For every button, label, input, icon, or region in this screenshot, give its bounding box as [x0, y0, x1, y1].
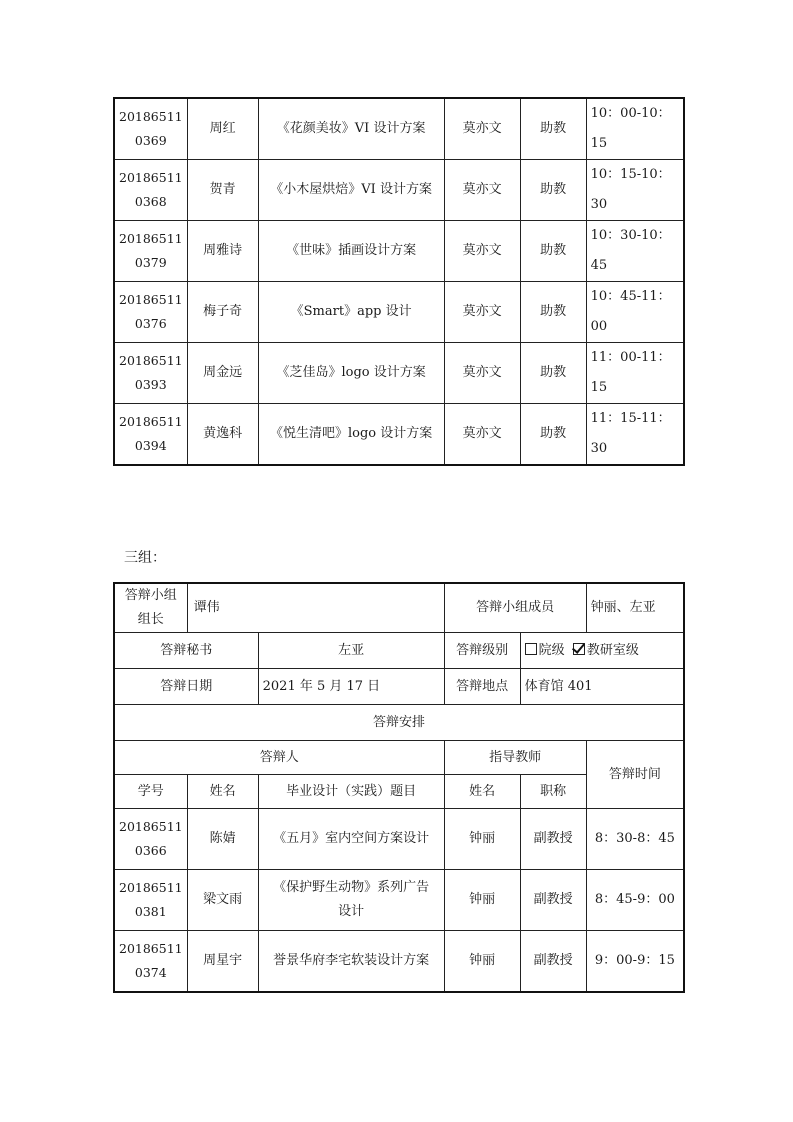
advisor-name: 莫亦文 [444, 282, 520, 343]
leader-value: 谭伟 [193, 600, 220, 615]
student-id-line-2: 0368 [134, 194, 167, 209]
student-id-line-2: 0374 [134, 965, 167, 980]
student-id-line-1: 20186511 [119, 170, 183, 185]
advisor-title: 助教 [520, 343, 586, 404]
group3-defense-table [113, 582, 685, 993]
defense-time-line-2: 45 [590, 258, 608, 273]
advisor-name: 钟丽 [444, 931, 520, 993]
members-value: 钟丽、左亚 [586, 583, 684, 633]
arrangement-label: 答辩安排 [114, 705, 684, 741]
advisor-title: 副教授 [520, 931, 586, 993]
defense-time-line-2: 30 [590, 197, 608, 212]
student-id-line-2: 0379 [134, 255, 167, 270]
thesis-topic: 《世味》插画设计方案 [258, 221, 444, 282]
col-teacher-name-header: 姓名 [444, 775, 520, 809]
advisor-name: 莫亦文 [444, 404, 520, 466]
thesis-topic: 《保护野生动物》系列广告设计 [258, 870, 444, 931]
advisor-name: 莫亦文 [444, 221, 520, 282]
student-id [114, 282, 187, 343]
defense-time [586, 282, 684, 343]
place-value: 体育馆 401 [520, 669, 684, 705]
defense-time [586, 160, 684, 221]
secretary-value: 左亚 [258, 633, 444, 669]
members-label: 答辩小组成员 [444, 583, 586, 633]
col-id-header: 学号 [114, 775, 187, 809]
student-name: 贺青 [187, 160, 258, 221]
defense-time: 9：00-9：15 [586, 931, 684, 993]
level-label: 答辩级别 [444, 633, 520, 669]
student-id [114, 221, 187, 282]
table-row [114, 343, 684, 404]
advisor-name: 莫亦文 [444, 98, 520, 160]
student-id [114, 870, 187, 931]
table-row [114, 931, 684, 993]
defense-time-line-2: 15 [590, 380, 608, 395]
student-id [114, 931, 187, 993]
defense-time [586, 343, 684, 404]
student-id [114, 809, 187, 870]
student-id-line-2: 0394 [134, 438, 167, 453]
student-id [114, 404, 187, 466]
student-id-line-2: 0376 [134, 316, 167, 331]
table-row [114, 160, 684, 221]
student-name: 陈婧 [187, 809, 258, 870]
student-id-line-1: 20186511 [119, 880, 183, 895]
checkbox-checked-icon[interactable] [573, 643, 585, 655]
student-id-line-2: 0369 [134, 133, 167, 148]
defense-time-line-1: 10：45-11： [590, 289, 671, 304]
thesis-topic: 《芝佳岛》logo 设计方案 [258, 343, 444, 404]
level-option-2: 教研室级 [586, 642, 639, 658]
student-name: 梁文雨 [187, 870, 258, 931]
student-id-line-1: 20186511 [119, 353, 183, 368]
student-id [114, 343, 187, 404]
col-topic-header: 毕业设计（实践）题目 [258, 775, 444, 809]
leader-label: 答辩小组组长 [114, 583, 187, 633]
level-option-1: 院级 [538, 642, 565, 658]
defense-time-line-1: 10：00-10： [590, 106, 671, 121]
advisor-title: 助教 [520, 160, 586, 221]
date-value: 2021 年 5 月 17 日 [258, 669, 444, 705]
table-row [114, 809, 684, 870]
student-name: 周雅诗 [187, 221, 258, 282]
defense-time-line-2: 00 [590, 319, 608, 334]
advisor-title: 助教 [520, 98, 586, 160]
defense-time-line-2: 30 [590, 441, 608, 456]
col-teacher-title-header: 职称 [520, 775, 586, 809]
defense-time [586, 221, 684, 282]
section-heading: 三组： [124, 550, 166, 566]
advisor-name: 钟丽 [444, 809, 520, 870]
defense-time-line-1: 11：15-11： [590, 411, 671, 426]
defense-time: 8：30-8：45 [586, 809, 684, 870]
thesis-topic: 《悦生清吧》logo 设计方案 [258, 404, 444, 466]
defense-time: 8：45-9：00 [586, 870, 684, 931]
table-row [114, 282, 684, 343]
student-name: 周金远 [187, 343, 258, 404]
table-row [114, 98, 684, 160]
checkbox-empty-icon[interactable] [525, 643, 537, 655]
student-name: 周红 [187, 98, 258, 160]
student-id-line-2: 0381 [134, 904, 167, 919]
table-row [114, 221, 684, 282]
student-id-line-2: 0366 [134, 843, 167, 858]
place-label: 答辩地点 [444, 669, 520, 705]
defense-time-line-2: 15 [590, 136, 608, 151]
student-id-line-1: 20186511 [119, 819, 183, 834]
advisor-name: 莫亦文 [444, 160, 520, 221]
advisor-title: 副教授 [520, 809, 586, 870]
student-name: 周星宇 [187, 931, 258, 993]
advisor-title: 助教 [520, 221, 586, 282]
thesis-topic: 《Smart》app 设计 [258, 282, 444, 343]
student-id [114, 160, 187, 221]
table-row [114, 404, 684, 466]
defense-time [586, 404, 684, 466]
thesis-topic: 誉景华府李宅软装设计方案 [258, 931, 444, 993]
student-id [114, 98, 187, 160]
time-label: 答辩时间 [586, 741, 684, 809]
defense-time-line-1: 10：30-10： [590, 228, 671, 243]
advisor-title: 助教 [520, 282, 586, 343]
col-name-header: 姓名 [187, 775, 258, 809]
advisor-name: 莫亦文 [444, 343, 520, 404]
student-id-line-1: 20186511 [119, 231, 183, 246]
student-id-line-1: 20186511 [119, 109, 183, 124]
defender-label: 答辩人 [114, 741, 444, 775]
thesis-topic: 《小木屋烘焙》VI 设计方案 [258, 160, 444, 221]
student-id-line-1: 20186511 [119, 414, 183, 429]
table-row [114, 870, 684, 931]
advisor-name: 钟丽 [444, 870, 520, 931]
student-name: 黄逸科 [187, 404, 258, 466]
leader-value-cell [187, 583, 444, 633]
thesis-topic: 《花颜美妆》VI 设计方案 [258, 98, 444, 160]
defense-time [586, 98, 684, 160]
defense-time-line-1: 10：15-10： [590, 167, 671, 182]
student-id-line-2: 0393 [134, 377, 167, 392]
advisor-title: 助教 [520, 404, 586, 466]
defense-schedule-table-continued [113, 97, 685, 466]
date-label: 答辩日期 [114, 669, 258, 705]
advisor-label: 指导教师 [444, 741, 586, 775]
thesis-topic: 《五月》室内空间方案设计 [258, 809, 444, 870]
defense-time-line-1: 11：00-11： [590, 350, 671, 365]
student-id-line-1: 20186511 [119, 292, 183, 307]
student-id-line-1: 20186511 [119, 941, 183, 956]
advisor-title: 副教授 [520, 870, 586, 931]
student-name: 梅子奇 [187, 282, 258, 343]
secretary-label: 答辩秘书 [114, 633, 258, 669]
level-options [520, 633, 684, 669]
